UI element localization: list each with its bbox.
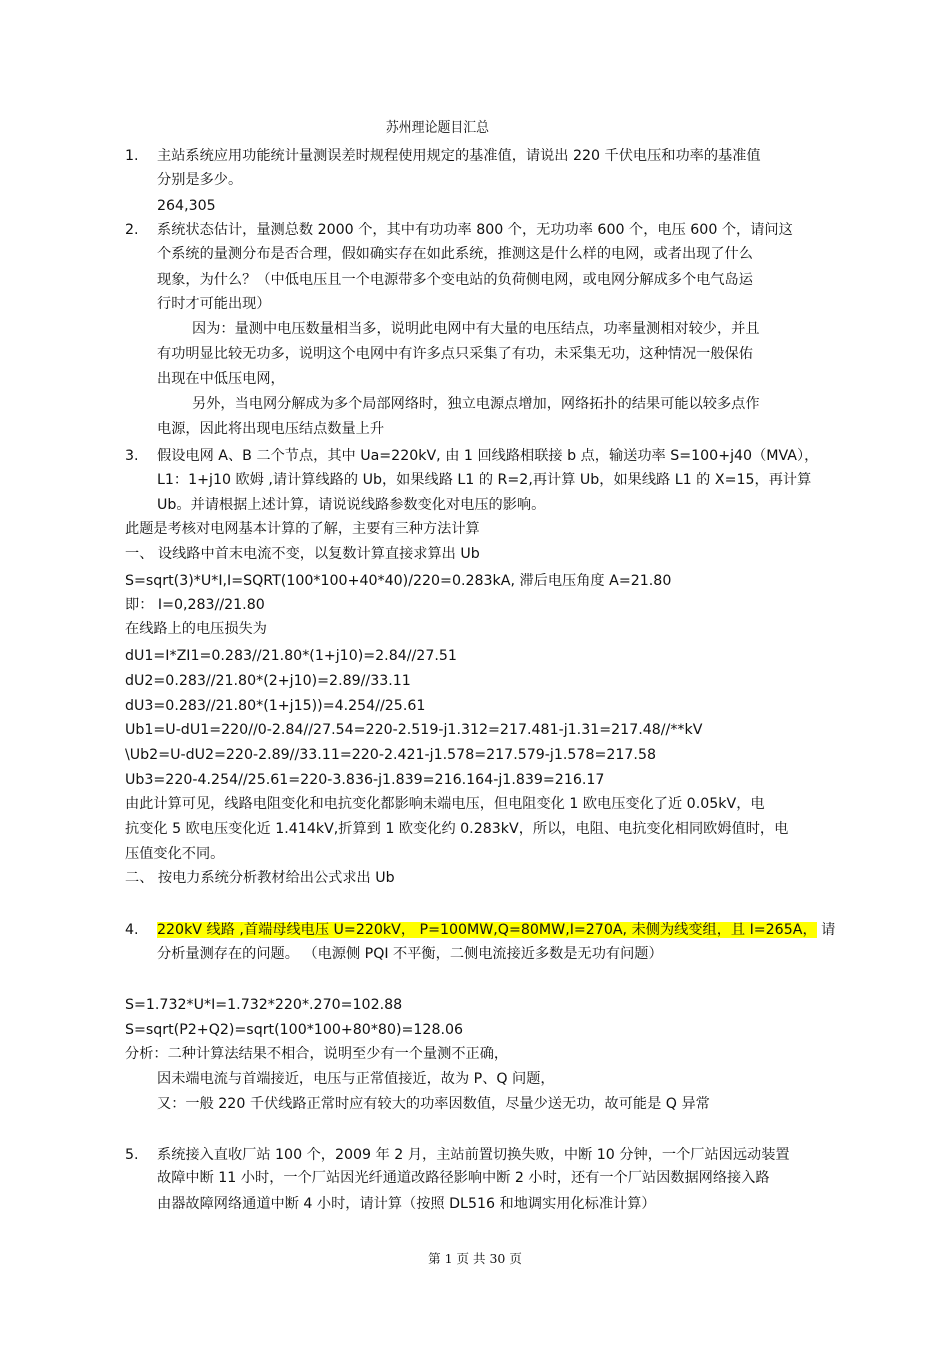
q4-line-tail: 请 <box>816 922 836 938</box>
q3-line: 二、 按电力系统分析教材给出公式求出 Ub <box>125 870 395 886</box>
q3-line: 一、 设线路中首末电流不变，以复数计算直接求算出 Ub <box>125 546 480 562</box>
question-number: 3. <box>125 448 139 464</box>
q3-line: 此题是考核对电网基本计算的了解，主要有三种方法计算 <box>125 521 480 537</box>
q1-answer: 264,305 <box>157 198 216 214</box>
q4-line <box>157 921 835 939</box>
q2-line: 有功明显比较无功多，说明这个电网中有许多点只采集了有功，未采集无功，这种情况一般保佑 <box>157 346 753 362</box>
q2-line: 个系统的量测分布是否合理，假如确实存在如此系统，推测这是什么样的电网，或者出现了什么 <box>157 246 753 262</box>
q3-formula: dU3=0.283//21.80*(1+j15))=4.254//25.61 <box>125 698 426 714</box>
q4-line: 分析：二种计算法结果不相合，说明至少有一个量测不正确， <box>125 1046 509 1062</box>
q2-line: 电源，因此将出现电压结点数量上升 <box>157 421 385 437</box>
q3-formula: S=sqrt(3)*U*I,I=SQRT(100*100+40*40)/220=0.283kA, 滞后电压角度 A=21.80 <box>125 573 672 589</box>
q2-line: 现象，为什么？（中低电压且一个电源带多个变电站的负荷侧电网，或电网分解成多个电气岛运 <box>157 272 753 288</box>
q4-line: 分析量测存在的问题。 （电源侧 PQI 不平衡，二侧电流接近多数是无功有问题） <box>157 946 663 962</box>
q3-formula: Ub3=220-4.254//25.61=220-3.836-j1.839=216.164-j1.839=216.17 <box>125 772 605 788</box>
q3-formula: dU1=I*ZI1=0.283//21.80*(1+j10)=2.84//27.51 <box>125 648 457 664</box>
page-footer: 第 1 页 共 30 页 <box>428 1251 522 1266</box>
q3-formula: \Ub2=U-dU2=220-2.89//33.11=220-2.421-j1.578=217.579-j1.578=217.58 <box>125 747 656 763</box>
highlighted-text: 220kV 线路 ,首端母线电压 U=220kV， P=100MW,Q=80MW,I=270A, 未侧为线变组，且 I=265A， <box>157 922 817 938</box>
q4-formula: S=1.732*U*I=1.732*220*.270=102.88 <box>125 997 403 1013</box>
question-number: 5. <box>125 1147 139 1163</box>
q4-line: 又：一般 220 千伏线路正常时应有较大的功率因数值，尽量少送无功，故可能是 Q 异常 <box>157 1096 710 1112</box>
q1-line: 分别是多少。 <box>157 172 243 188</box>
q3-line: 假设电网 A、B 二个节点，其中 Ua=220kV, 由 1 回线路相联接 b 点，输送功率 S=100+j40（MVA）， <box>157 448 819 464</box>
q2-line: 行时才可能出现） <box>157 296 271 312</box>
q3-line: 由此计算可见，线路电阻变化和电抗变化都影响未端电压，但电阻变化 1 欧电压变化了近 0.05kV，电 <box>125 796 765 812</box>
question-number: 2. <box>125 222 139 238</box>
q3-formula: 即： I=0,283//21.80 <box>125 597 265 613</box>
q4-line: 因未端电流与首端接近，电压与正常值接近，故为 P、Q 问题， <box>157 1071 555 1087</box>
q3-line: 压值变化不同。 <box>125 846 225 862</box>
q2-line: 出现在中低压电网， <box>157 371 285 387</box>
q3-line: 抗变化 5 欧电压变化近 1.414kV,折算到 1 欧变化约 0.283kV，所以，电阻、电抗变化相同欧姆值时，电 <box>125 821 789 837</box>
q5-line: 系统接入直收厂站 100 个，2009 年 2 月，主站前置切换失败，中断 10 分钟，一个厂站因远动装置 <box>157 1147 790 1163</box>
q5-line: 故障中断 11 小时，一个厂站因光纤通道改路径影响中断 2 小时，还有一个厂站因数据网络接入路 <box>157 1170 770 1186</box>
q3-line: 在线路上的电压损失为 <box>125 621 267 637</box>
q3-formula: dU2=0.283//21.80*(2+j10)=2.89//33.11 <box>125 673 411 689</box>
q3-line: Ub。并请根据上述计算，请说说线路参数变化对电压的影响。 <box>157 497 546 513</box>
q5-line: 由器故障网络通道中断 4 小时，请计算（按照 DL516 和地调实用化标准计算） <box>157 1196 656 1212</box>
q2-line: 系统状态估计，量测总数 2000 个，其中有功功率 800 个，无功功率 600 个，电压 600 个，请问这 <box>157 222 793 238</box>
q2-line: 因为：量测中电压数量相当多，说明此电网中有大量的电压结点，功率量测相对较少，并且 <box>192 321 760 337</box>
document-title: 苏州理论题目汇总 <box>385 120 490 136</box>
q3-formula: Ub1=U-dU1=220//0-2.84//27.54=220-2.519-j1.312=217.481-j1.31=217.48//**kV <box>125 722 703 738</box>
question-number: 4. <box>125 922 139 938</box>
q4-formula: S=sqrt(P2+Q2)=sqrt(100*100+80*80)=128.06 <box>125 1022 464 1038</box>
q1-line: 主站系统应用功能统计量测误差时规程使用规定的基准值，请说出 220 千伏电压和功率的基准值 <box>157 148 761 164</box>
q3-line: L1：1+j10 欧姆 ,请计算线路的 Ub，如果线路 L1 的 R=2,再计算 Ub，如果线路 L1 的 X=15，再计算 <box>157 472 812 488</box>
question-number: 1. <box>125 148 139 164</box>
q2-line: 另外，当电网分解成为多个局部网络时，独立电源点增加，网络拓扑的结果可能以较多点作 <box>192 396 760 412</box>
